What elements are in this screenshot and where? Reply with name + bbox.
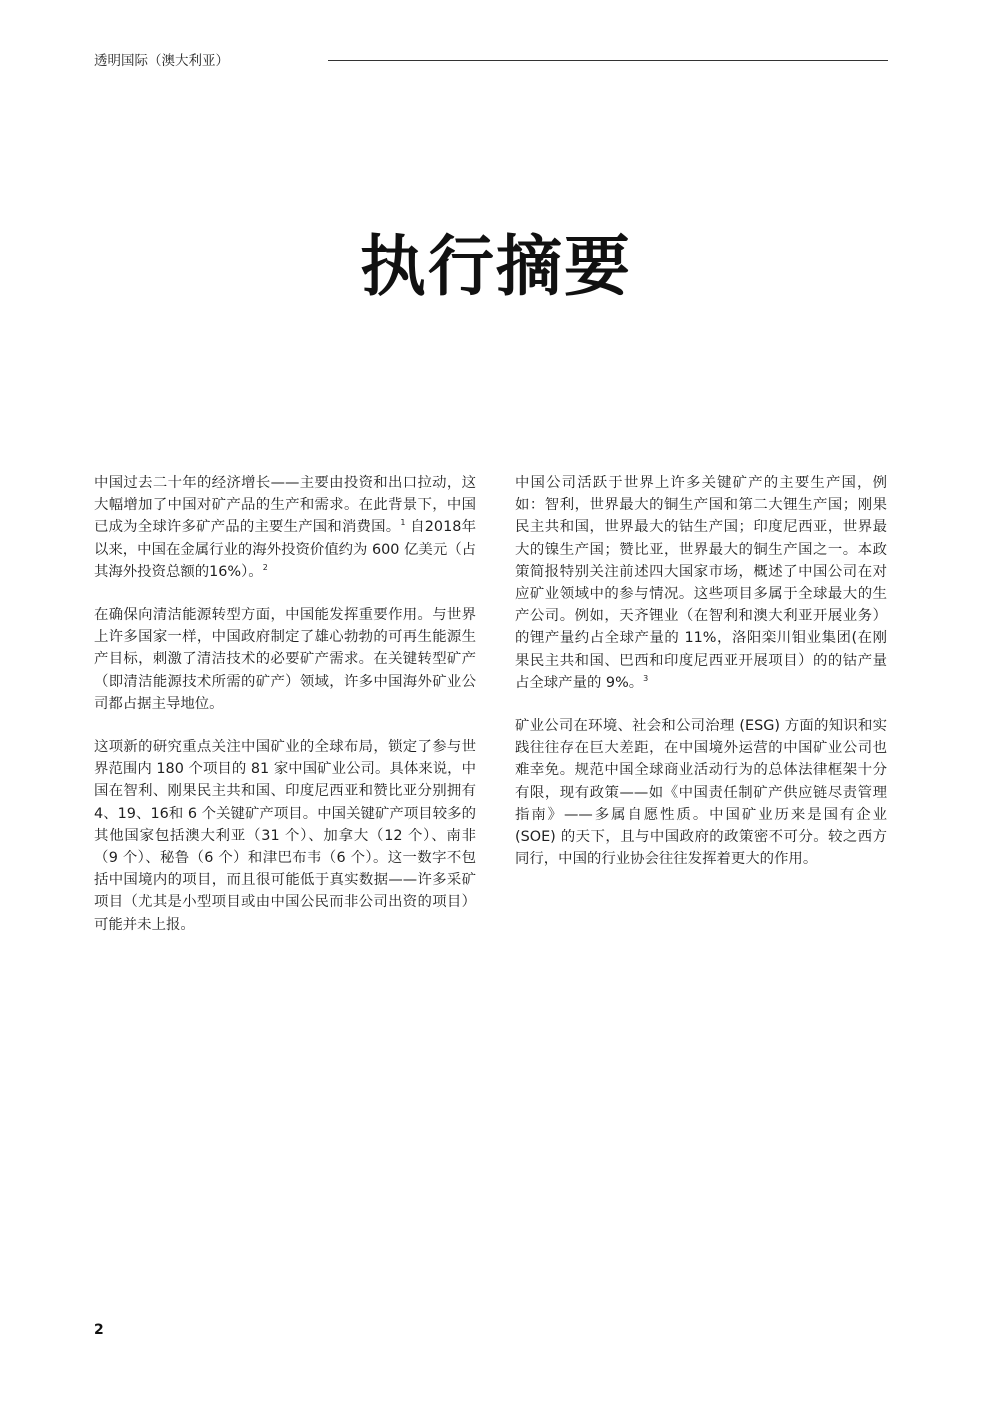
header-organization: 透明国际（澳大利亚）: [94, 53, 229, 69]
page-title: 执行摘要: [360, 228, 632, 305]
paragraph-esg-gaps: 矿业公司在环境、社会和公司治理 (ESG) 方面的知识和实践往往存在巨大差距，在中国境外运营的中国矿业公司也难幸免。规范中国全球商业活动行为的总体法律框架十分有限，现有政策——如《中国责任制矿产供应链尽责管理指南》——多属自愿性质。中国矿业历来是国有企业 (SOE) 的天下，且与中国政府的政策密不可分。较之西方同行，中国的行业协会往往发挥着更大的作用。: [515, 718, 887, 868]
right-column: [515, 472, 887, 891]
footnote-ref-1[interactable]: 1: [400, 518, 406, 528]
header-divider: [328, 60, 888, 61]
page-number: 2: [94, 1322, 104, 1338]
footnote-ref-2[interactable]: 2: [262, 563, 268, 573]
footnote-ref-3[interactable]: 3: [643, 674, 649, 684]
left-column: [94, 472, 476, 957]
paragraph-text: 中国过去二十年的经济增长——主要由投资和出口拉动，这大幅增加了中国对矿产品的生产和需求。在此背景下，中国已成为全球许多矿产品的主要生产国和消费国。: [94, 475, 476, 536]
paragraph-research-focus: 这项新的研究重点关注中国矿业的全球布局，锁定了参与世界范围内 180 个项目的 81 家中国矿业公司。具体来说，中国在智利、刚果民主共和国、印度尼西亚和赞比亚分别拥有 4、19、16和 6 个关键矿产项目。中国关键矿产项目较多的其他国家包括澳大利亚（31 个）、加拿大（12 个）、南非（9 个）、秘鲁（6 个）和津巴布韦（6 个）。这一数字不包括中国境内的项目，而且很可能低于真实数据——许多采矿项目（尤其是小型项目或由中国公民而非公司出资的项目）可能并未上报。: [94, 739, 476, 933]
paragraph-clean-energy: 在确保向清洁能源转型方面，中国能发挥重要作用。与世界上许多国家一样，中国政府制定了雄心勃勃的可再生能源生产目标，刺激了清洁技术的必要矿产需求。在关键转型矿产（即清洁能源技术所需的矿产）领域，许多中国海外矿业公司都占据主导地位。: [94, 607, 476, 712]
paragraph-major-producers: [515, 472, 887, 694]
paragraph-text: 自2018年以来，中国在金属行业的海外投资价值约为 600 亿美元（占其海外投资总额的16%）。: [94, 519, 476, 580]
paragraph-economic-growth: [94, 472, 476, 583]
paragraph-text: 中国公司活跃于世界上许多关键矿产的主要生产国，例如：智利，世界最大的铜生产国和第二大锂生产国；刚果民主共和国，世界最大的钴生产国；印度尼西亚，世界最大的镍生产国；赞比亚，世界最大的铜生产国之一。本政策简报特别关注前述四大国家市场，概述了中国公司在对应矿业领域中的参与情况。这些项目多属于全球最大的生产公司。例如，天齐锂业（在智利和澳大利亚开展业务）的锂产量约占全球产量的 11%，洛阳栾川钼业集团(在刚果民主共和国、巴西和印度尼西亚开展项目）的的钴产量占全球产量的 9%。: [515, 475, 887, 691]
